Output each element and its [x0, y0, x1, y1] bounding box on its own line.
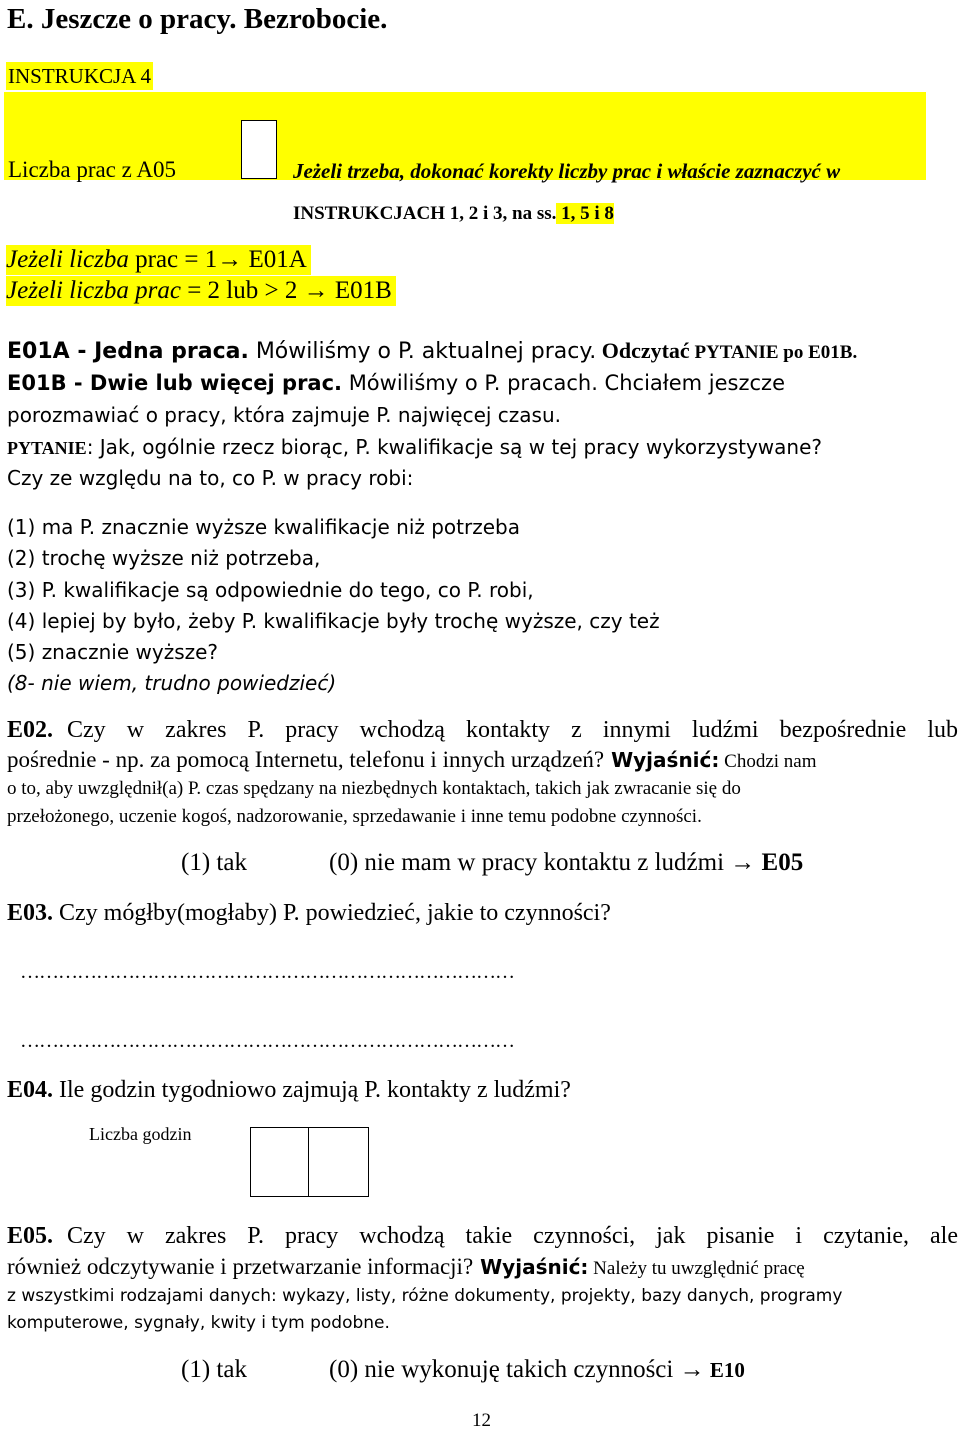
e01b-text: Mówiliśmy o P. pracach. Chciałem jeszcze [342, 371, 786, 395]
e03-code: E03. [7, 900, 54, 926]
rule-e01b [6, 276, 396, 306]
e02-option-yes: (1) tak [181, 849, 247, 876]
rule-e01a [6, 245, 311, 275]
e02-line1 [7, 715, 958, 745]
e02-line4: przełożonego, uczenie kogoś, nadzorowanie, sprzedawanie i inne temu podobne czynności. [7, 806, 702, 827]
e04-hours-box-1[interactable] [250, 1127, 309, 1197]
arrow-icon: → [679, 1356, 705, 1383]
e01b-pytanie-label: PYTANIE [7, 438, 87, 458]
e05-option-no-text: (0) nie wykonuję takich czynności [329, 1356, 680, 1383]
e04-hours-box-2[interactable] [307, 1127, 369, 1197]
e03-question [7, 898, 611, 928]
e02-code: E02. [7, 717, 54, 743]
rule-e01a-target: E01A [242, 246, 307, 273]
e05-option-no [329, 1355, 745, 1385]
e02-line2-text: pośrednie - np. za pomocą Internetu, telefonu i innych urządzeń? [7, 747, 605, 772]
e05-line3: z wszystkimi rodzajami danych: wykazy, listy, różne dokumenty, projekty, bazy danych, programy [7, 1286, 843, 1306]
e02-line2-tail: Chodzi nam [719, 751, 817, 772]
e05-goto: E10 [704, 1358, 745, 1382]
rule-e01a-italic: Jeżeli liczba [6, 246, 129, 273]
e03-text: Czy mógłby(mogłaby) P. powiedzieć, jakie to czynności? [53, 900, 611, 926]
e02-question: Czy w zakres P. pracy wchodzą kontakty z innymi ludźmi bezpośrednie lub [67, 717, 958, 743]
section-title: E. Jeszcze o pracy. Bezrobocie. [7, 3, 388, 35]
e03-answer-line-2[interactable]: …………………………………………………………………… [20, 1030, 514, 1052]
arrow-icon: → [217, 246, 243, 273]
e01b-pytanie-text: : Jak, ogólnie rzecz biorąc, P. kwalifikacje są w tej pracy wykorzystywane? [86, 435, 823, 459]
liczba-prac-box[interactable] [241, 120, 277, 179]
e05-option-yes: (1) tak [181, 1356, 247, 1383]
instrukcjach-text: INSTRUKCJACH 1, 2 i 3, na ss. [293, 203, 557, 224]
e05-code: E05. [7, 1223, 54, 1249]
arrow-icon: → [303, 277, 329, 304]
instruction-heading: INSTRUKCJA 4 [8, 64, 151, 88]
option-3: (3) P. kwalifikacje są odpowiednie do tego, co P. robi, [7, 578, 534, 602]
option-1: (1) ma P. znacznie wyższe kwalifikacje niż potrzeba [7, 515, 520, 539]
arrow-icon: → [730, 849, 756, 876]
e04-question [7, 1075, 571, 1105]
e01a-odczytac: Odczytać [596, 338, 690, 363]
rule-e01a-cond: prac = 1 [128, 246, 218, 273]
e04-code: E04. [7, 1077, 54, 1103]
e05-line2-tail: Należy tu uwzględnić pracę [588, 1258, 805, 1279]
option-2: (2) trochę wyższe niż potrzeba, [7, 546, 321, 570]
option-4: (4) lepiej by było, żeby P. kwalifikacje były trochę wyższe, czy też [7, 609, 660, 633]
e01a-line [7, 337, 857, 367]
rule-e01b-cond: = 2 lub > 2 [180, 277, 304, 304]
e02-option-no-text: (0) nie mam w pracy kontaktu z ludźmi [329, 849, 731, 876]
e05-line2-text: również odczytywanie i przetwarzanie informacji? [7, 1254, 474, 1279]
e05-line2 [7, 1253, 805, 1283]
e01a-pytanie: PYTANIE po E01B. [689, 342, 858, 363]
e01b-line1 [7, 369, 785, 397]
liczba-prac-label: Liczba prac z A05 [8, 157, 176, 182]
e05-line1 [7, 1221, 958, 1251]
e01b-code: E01B - Dwie lub więcej prac. [7, 371, 343, 395]
option-dont-know: (8- nie wiem, trudno powiedzieć) [7, 671, 337, 695]
option-5: (5) znacznie wyższe? [7, 640, 219, 664]
rule-e01b-target: E01B [328, 277, 392, 304]
e04-hours-label: Liczba godzin [89, 1124, 192, 1144]
e01a-text: Mówiliśmy o P. aktualnej pracy. [248, 339, 597, 364]
rule-e01b-italic: Jeżeli liczba prac [6, 277, 181, 304]
e03-answer-line-1[interactable]: …………………………………………………………………… [20, 961, 514, 983]
e05-line4: komputerowe, sygnały, kwity i tym podobne. [7, 1313, 390, 1333]
e02-option-no [329, 848, 803, 878]
e05-wyjasnic: Wyjaśnić: [473, 1255, 589, 1279]
e01b-line3 [7, 434, 822, 461]
instrukcjach-note [293, 202, 614, 226]
e02-line3: o to, aby uwzględnił(a) P. czas spędzany na niezbędnych kontaktach, takich jak zwracanie się do [7, 778, 741, 799]
e01b-line2: porozmawiać o pracy, która zajmuje P. najwięcej czasu. [7, 403, 561, 427]
instrukcjach-pages: 1, 5 i 8 [556, 203, 614, 224]
e02-line2 [7, 746, 817, 776]
korekta-note: Jeżeli trzeba, dokonać korekty liczby prac i właście zaznaczyć w [293, 159, 841, 183]
e05-question: Czy w zakres P. pracy wchodzą takie czynności, jak pisanie i czytanie, ale [67, 1223, 958, 1249]
e02-goto: E05 [755, 849, 804, 876]
page-number: 12 [472, 1410, 491, 1431]
e02-wyjasnic: Wyjaśnić: [604, 748, 720, 772]
e01a-code: E01A - Jedna praca. [7, 339, 249, 364]
e04-text: Ile godzin tygodniowo zajmują P. kontakty z ludźmi? [53, 1077, 571, 1103]
e01b-line4: Czy ze względu na to, co P. w pracy robi: [7, 466, 414, 490]
